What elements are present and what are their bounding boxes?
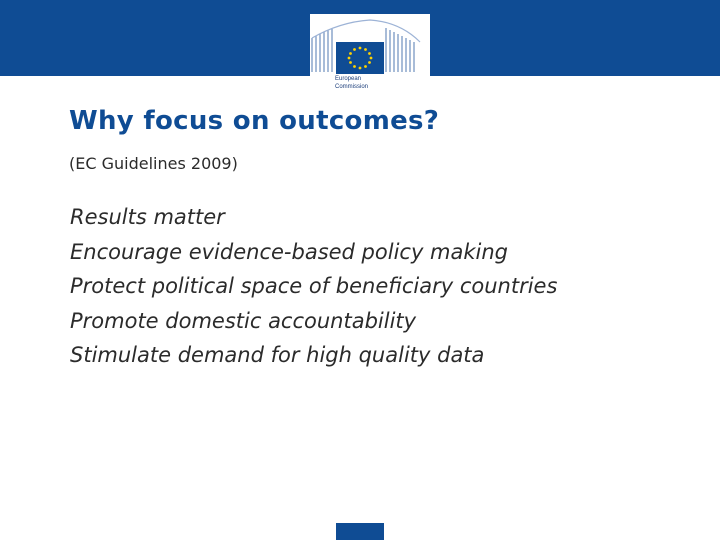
list-item: Stimulate demand for high quality data bbox=[70, 343, 485, 367]
list-item: Protect political space of beneficiary countries bbox=[70, 274, 558, 298]
logo-line-commission: Commission bbox=[335, 84, 369, 90]
footer-mark bbox=[336, 523, 384, 540]
list-item: Promote domestic accountability bbox=[70, 308, 417, 333]
bullet-list bbox=[70, 200, 557, 373]
list-item: Encourage evidence-based policy making bbox=[70, 239, 509, 264]
slide-subtitle: (EC Guidelines 2009) bbox=[69, 154, 238, 173]
list-item: Results matter bbox=[70, 205, 225, 229]
ec-logo bbox=[310, 14, 430, 100]
logo-line-european: European bbox=[335, 76, 362, 82]
logo-wordmark bbox=[335, 75, 395, 91]
slide-title: Why focus on outcomes? bbox=[69, 106, 440, 136]
